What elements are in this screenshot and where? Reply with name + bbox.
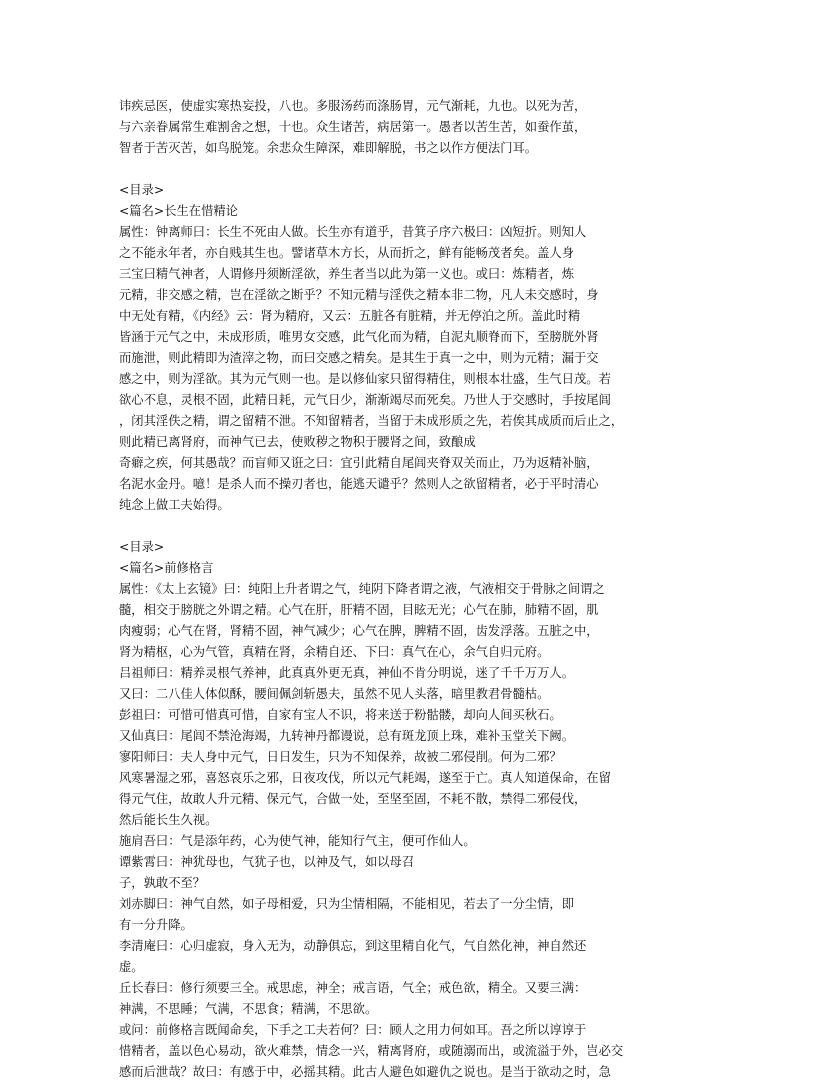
text-line: 而施泄，则此精即为渣滓之物，而曰交感之精矣。是其生于真一之中，则为元精；漏于交 [119, 351, 599, 365]
text-line: 子，孰敢不至？ [119, 876, 206, 890]
text-line: 之不能永年者，亦自贱其生也。譬诸草木方长，从而折之，鲜有能畅茂者矣。盖人身 [119, 246, 574, 260]
text-line: 欲心不息，灵根不固，此精日耗，元气日少，渐渐竭尽而死矣。乃世人于交感时，手按尾闾 [119, 393, 611, 407]
text-line: 施肩吾曰：气是添年药，心为使气神，能知行气主，便可作仙人。 [119, 834, 476, 848]
text-line: 三宝曰精气神者，人谓修丹须断淫欲，养生者当以此为第一义也。或曰：炼精者，炼 [119, 267, 574, 281]
text-line: 名泥水金丹。噫！是杀人而不操刃者也，能逃天谴乎？然则人之欲留精者，必于平时清心 [119, 477, 599, 491]
text-block-intro [119, 96, 699, 159]
text-line: 吕祖师曰：精养灵根气养神，此真真外更无真，神仙不肯分明说，迷了千千万万人。 [119, 666, 574, 680]
text-line: 奇癖之疾，何其愚哉？而盲师又诳之曰：宜引此精自尾闾夹脊双关而止，乃为返精补脑， [119, 456, 599, 470]
paragraph-gap [119, 159, 699, 180]
text-block-chapter-1 [119, 180, 699, 516]
text-line: 有一分升降。 [119, 918, 193, 932]
text-line: 感之中，则为淫欲。其为元气则一也。是以修仙家只留得精住，则根本壮盛，生气日茂。若 [119, 372, 611, 386]
text-line: 惜精者，盖以色心易动，欲火难禁，情念一兴，精离肾府，或随溺而出，或流溢于外，岂必交 [119, 1044, 624, 1058]
text-line: 又曰：二八佳人体似酥，腰间佩剑斩愚夫，虽然不见人头落，暗里教君骨髓枯。 [119, 687, 550, 701]
text-line: 与六亲眷属常生难割舍之想，十也。众生诸苦，病居第一。愚者以苦生苦，如蚕作茧， [119, 120, 587, 134]
text-line: ，闭其淫佚之精，谓之留精不泄。不知留精者，当留于未成形质之先，若俟其成质而后止之， [119, 414, 624, 428]
text-line: 神满，不思睡；气满，不思食；精满，不思欲。 [119, 1002, 378, 1016]
toc-marker: <目录> [119, 183, 165, 197]
text-line: 丘长春曰：修行须要三全。戒思虑，神全；戒言语，气全；戒色欲，精全。又要三满： [119, 981, 587, 995]
text-line: 纯念上做工夫始得。 [119, 498, 230, 512]
text-line: 讳疾忌医，使虚实寒热妄投，八也。多服汤药而涤肠胃，元气渐耗，九也。以死为苦， [119, 99, 587, 113]
text-line: 虚。 [119, 960, 144, 974]
text-line: 肉瘦弱；心气在肾，肾精不固，神气减少；心气在脾，脾精不固，齿发浮落。五脏之中， [119, 624, 599, 638]
text-line: 元精，非交感之精，岂在淫欲之断乎？不知元精与淫佚之精本非二物，凡人未交感时，身 [119, 288, 599, 302]
text-line: 属性：《太上玄镜》曰：纯阳上升者谓之气，纯阴下降者谓之液，气液相交于骨脉之间谓之 [119, 582, 605, 596]
text-line: 或问：前修格言既闻命矣，下手之工夫若何？曰：顾人之用力何如耳。吾之所以谆谆于 [119, 1023, 587, 1037]
text-line: 彭祖曰：可惜可惜真可惜，自家有宝人不识，将来送于粉骷髅，却向人间买秋石。 [119, 708, 562, 722]
text-line: 寥阳师曰：夫人身中元气，日日发生，只为不知保养，故被二邪侵削。何为二邪？ [119, 750, 562, 764]
text-line: 然后能长生久视。 [119, 813, 218, 827]
text-line: 智者于苦灭苦，如鸟脱笼。余悲众生障深，难即解脱，书之以作方便法门耳。 [119, 141, 538, 155]
text-line: 谭紫霄曰：神犹母也，气犹子也，以神及气，如以母召 [119, 855, 415, 869]
text-line: 髓，相交于膀胱之外谓之精。心气在肝，肝精不固，目眩无光；心气在肺，肺精不固，肌 [119, 603, 599, 617]
document-page [119, 96, 699, 1083]
text-block-chapter-2 [119, 537, 699, 1083]
text-line: 风寒暑湿之邪，喜怒哀乐之邪，日夜攻伐，所以元气耗竭，遂至于亡。真人知道保命，在留 [119, 771, 611, 785]
text-line: 皆涵于元气之中，未成形质，唯男女交感，此气化而为精，自泥丸顺脊而下，至膀胱外肾 [119, 330, 599, 344]
text-line: 肾为精枢，心为气管，真精在肾，余精自还、下曰：真气在心，余气自归元府。 [119, 645, 550, 659]
chapter-title: <篇名>前修格言 [119, 561, 214, 575]
text-line: 中无处有精，《内经》云：肾为精府，又云：五脏各有脏精，并无停泊之所。盖此时精 [119, 309, 581, 323]
chapter-title: <篇名>长生在惜精论 [119, 204, 238, 218]
toc-marker: <目录> [119, 540, 165, 554]
text-line: 刘赤脚曰：神气自然，如子母相爱，只为尘情相隔，不能相见，若去了一分尘情，即 [119, 897, 574, 911]
text-line: 属性：钟离师曰：长生不死由人做。长生亦有道乎，昔箕子序六极曰：凶短折。则知人 [119, 225, 587, 239]
text-line: 则此精已离肾府，而神气已去，使败秽之物积于腰肾之间，致酿成 [119, 435, 476, 449]
text-line: 李清庵曰：心归虚寂，身入无为，动静俱忘，到这里精自化气，气自然化神，神自然还 [119, 939, 587, 953]
text-line: 得元气住，故敢人升元精、保元气，合做一处，至坚至固，不耗不散，禁得二邪侵伐， [119, 792, 587, 806]
paragraph-gap [119, 516, 699, 537]
text-line: 又仙真曰：尾闾不禁沧海竭，九转神丹都谩说，总有斑龙顶上珠，难补玉堂关下阙。 [119, 729, 574, 743]
text-line: 感而后泄哉？故曰：有感于中，必摇其精。此古人避色如避仇之说也。是当于欲动之时，急 [119, 1065, 611, 1079]
